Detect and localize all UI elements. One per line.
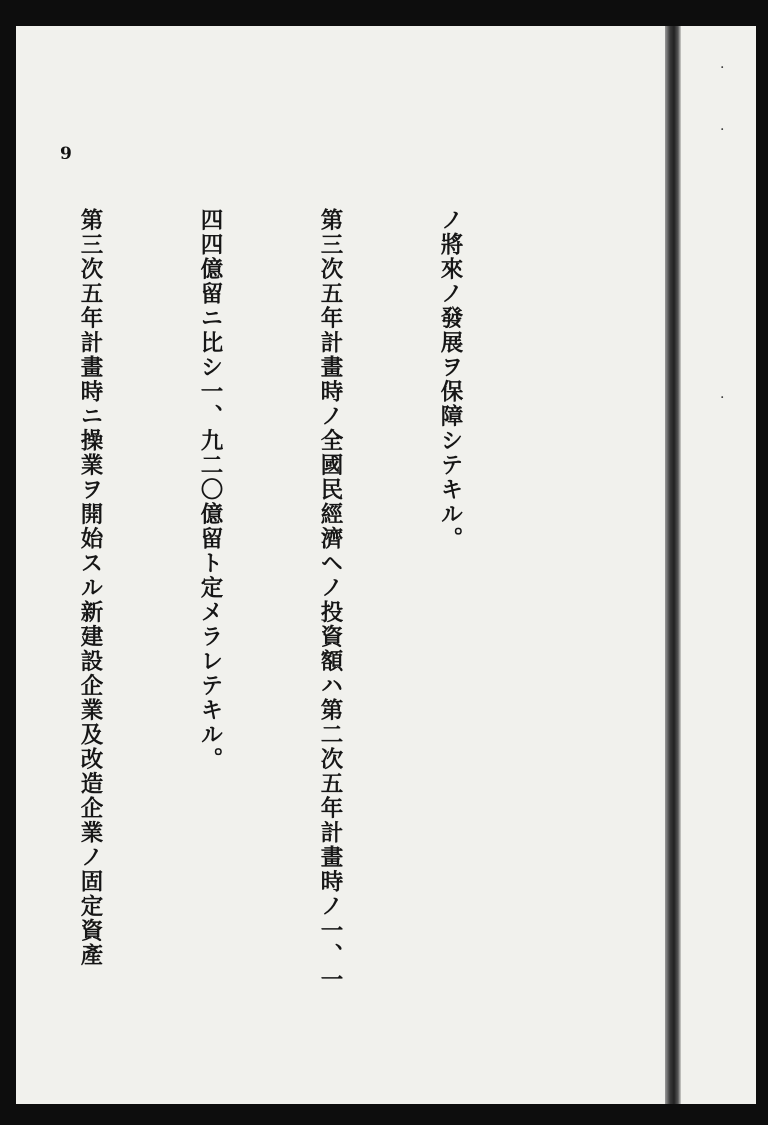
text-line: 第三次五年計畫時ニ操業ヲ開始スル新建設企業及改造企業ノ固定資產 (77, 208, 103, 968)
text-line: 第三次五年計畫時ノ全國民經濟ヘノ投資額ハ第二次五年計畫時ノ一、一 (317, 208, 343, 992)
scan-dot: · (720, 122, 725, 138)
page-number: 9 (60, 144, 72, 164)
text-line: ノ將來ノ發展ヲ保障シテキル。 (437, 208, 463, 551)
document-page (16, 26, 756, 1104)
scan-dot: · (720, 60, 725, 76)
text-line: 四四億留ニ比シ一、九二〇億留ト定メラレテキル。 (197, 208, 223, 772)
binding-gutter (665, 26, 681, 1104)
scan-dot: · (720, 390, 725, 406)
vertical-text-body (0, 208, 550, 1088)
